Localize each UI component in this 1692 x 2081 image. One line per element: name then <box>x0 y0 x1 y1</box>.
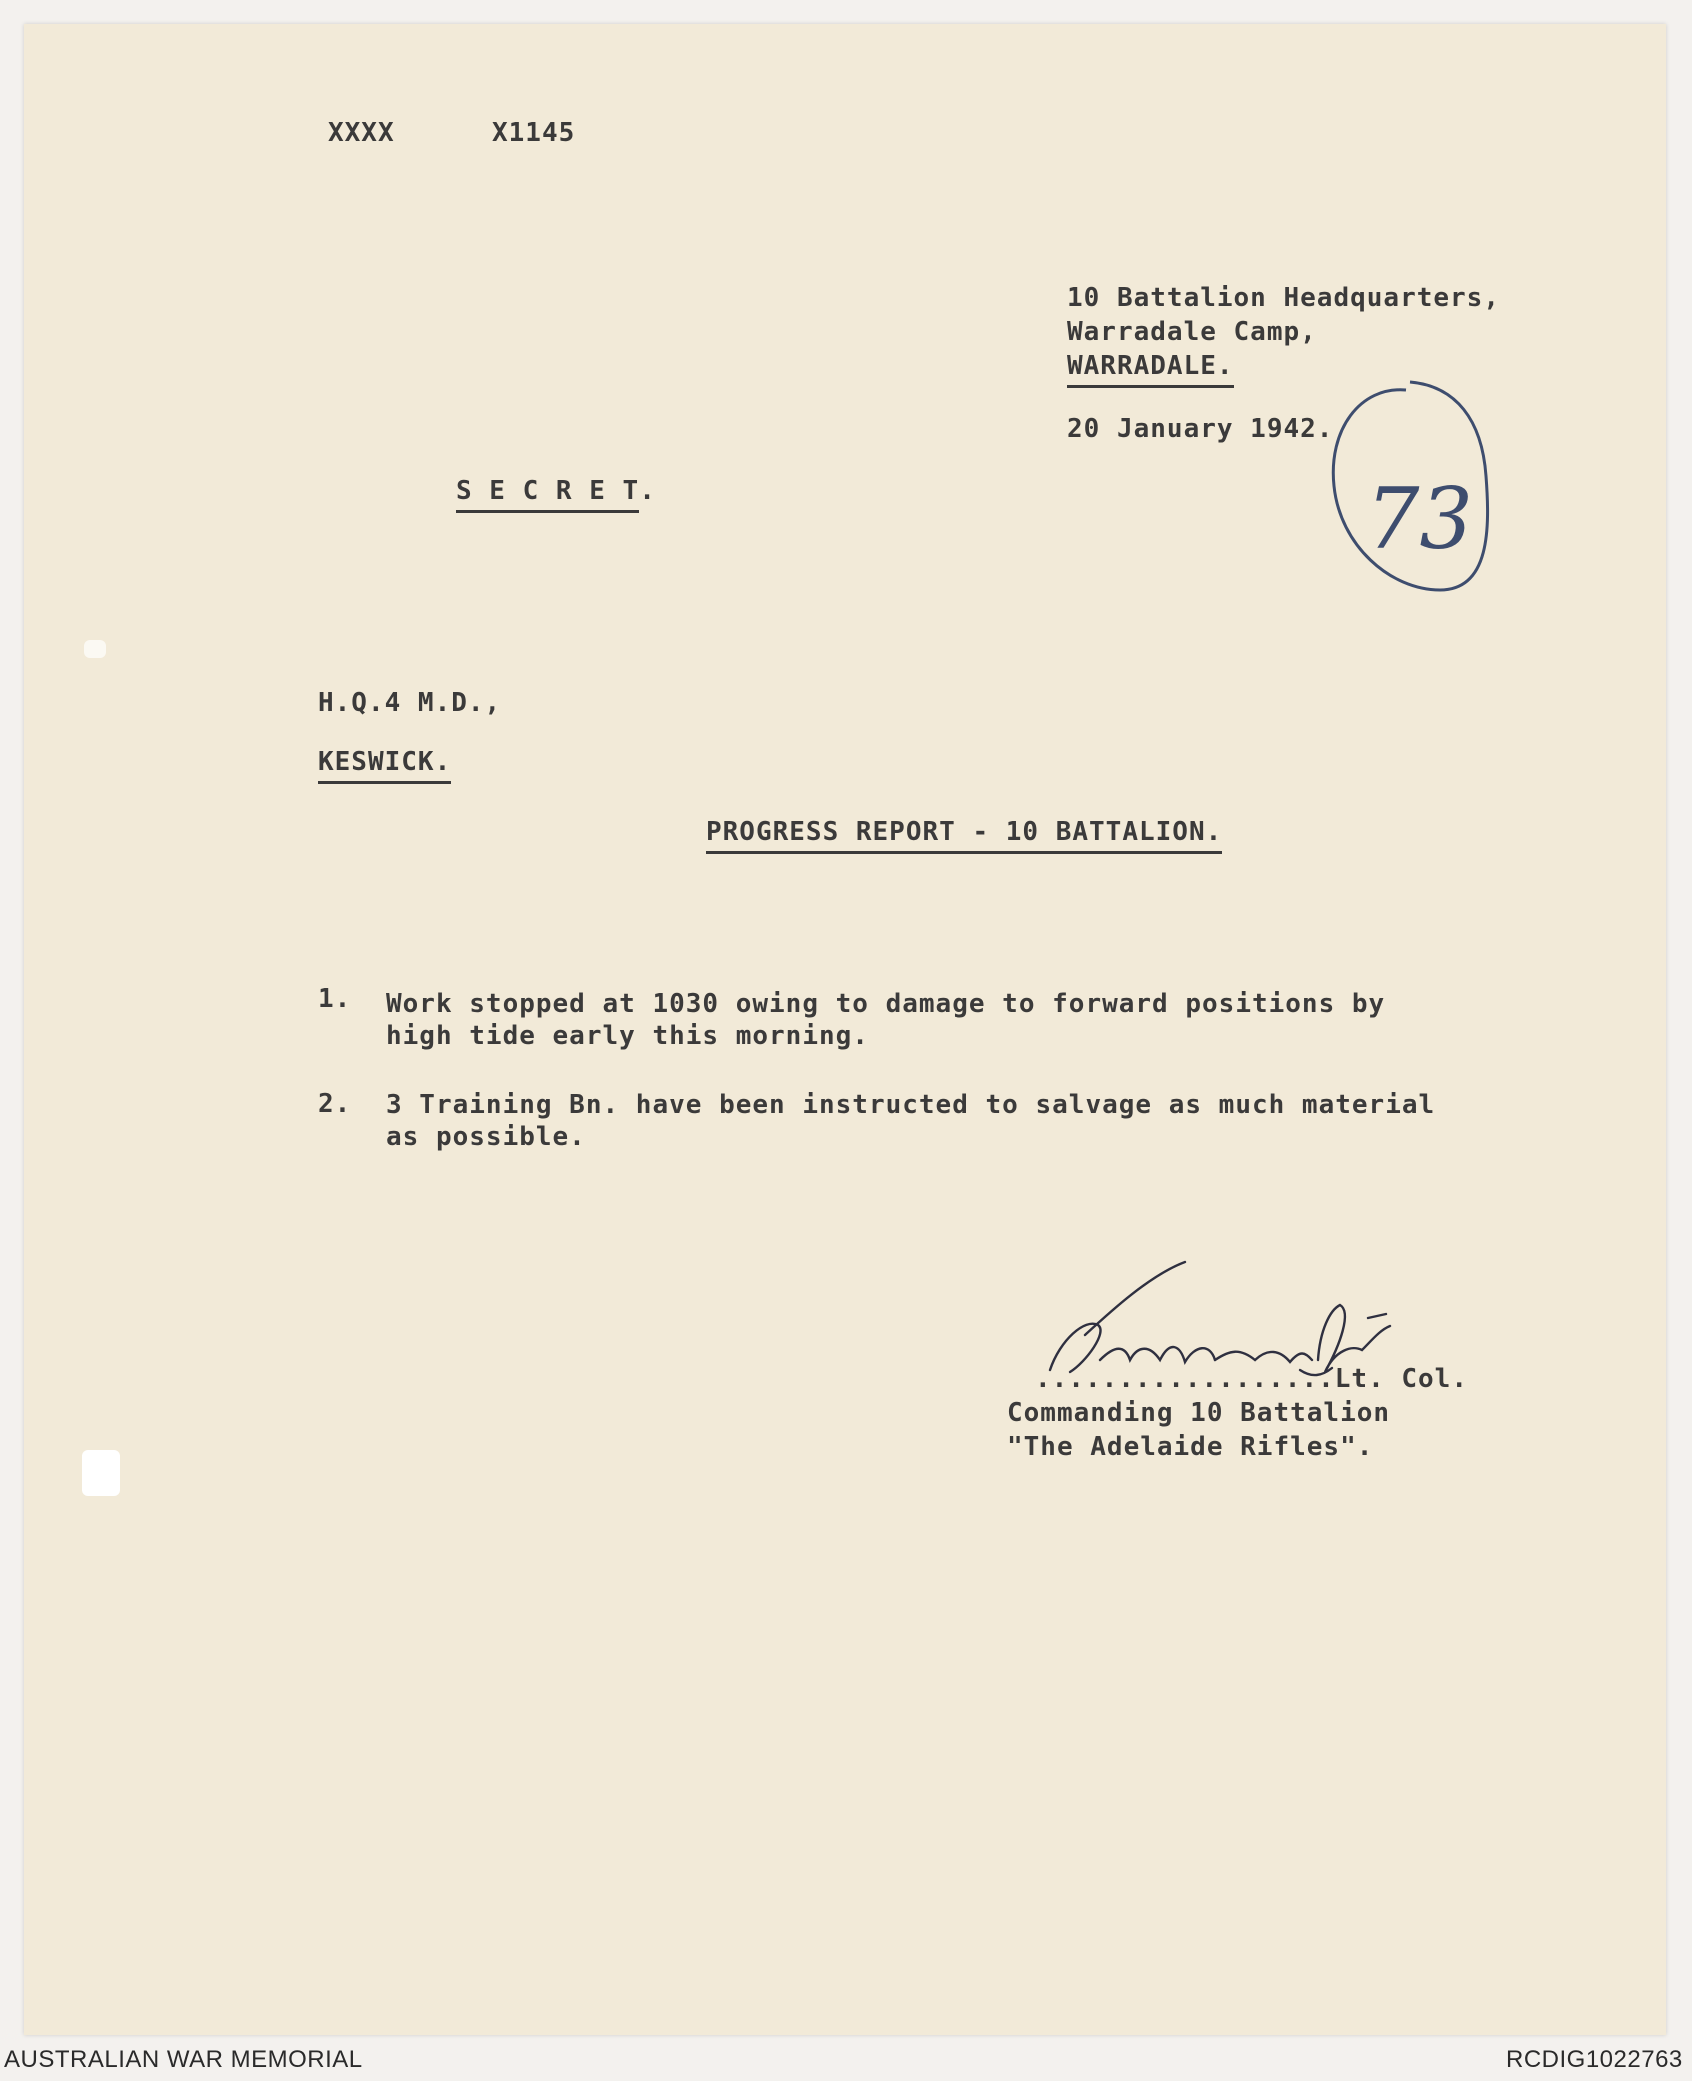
paragraph-1-line-1: Work stopped at 1030 owing to damage to forward positions by <box>386 989 1386 1019</box>
classification-text: S E C R E T <box>456 476 639 513</box>
paragraph-1-line-2: high tide early this morning. <box>386 1021 869 1051</box>
footer-identifier: RCDIG1022763 <box>1506 2046 1683 2073</box>
recipient-line-2: KESWICK. <box>318 747 451 784</box>
signature-title-1: Commanding 10 Battalion <box>1007 1398 1391 1428</box>
address-line-1: 10 Battalion Headquarters, <box>1067 283 1500 313</box>
classification-dot: . <box>639 476 656 506</box>
paragraph-2-line-1: 3 Training Bn. have been instructed to salvage as much material <box>386 1090 1436 1120</box>
paragraph-2-number: 2. <box>318 1089 352 1119</box>
signature-dots-rank: ..................Lt. Col. <box>1035 1364 1468 1394</box>
signature-scrawl <box>1050 1262 1390 1375</box>
folio-circle <box>1333 382 1487 590</box>
folio-number: 73 <box>1366 470 1473 568</box>
footer-source: AUSTRALIAN WAR MEMORIAL <box>4 2046 363 2073</box>
address-line-3: WARRADALE. <box>1067 351 1234 388</box>
paragraph-1-number: 1. <box>318 984 352 1014</box>
signature-title-2: "The Adelaide Rifles". <box>1007 1432 1374 1462</box>
paragraph-2-line-2: as possible. <box>386 1122 586 1152</box>
file-code-right: X1145 <box>492 118 576 148</box>
address-line-2: Warradale Camp, <box>1067 317 1317 347</box>
document-date: 20 January 1942. <box>1067 414 1334 444</box>
subject-heading: PROGRESS REPORT - 10 BATTALION. <box>706 817 1222 854</box>
file-code-left: XXXX <box>328 118 395 148</box>
recipient-line-1: H.Q.4 M.D., <box>318 688 502 718</box>
